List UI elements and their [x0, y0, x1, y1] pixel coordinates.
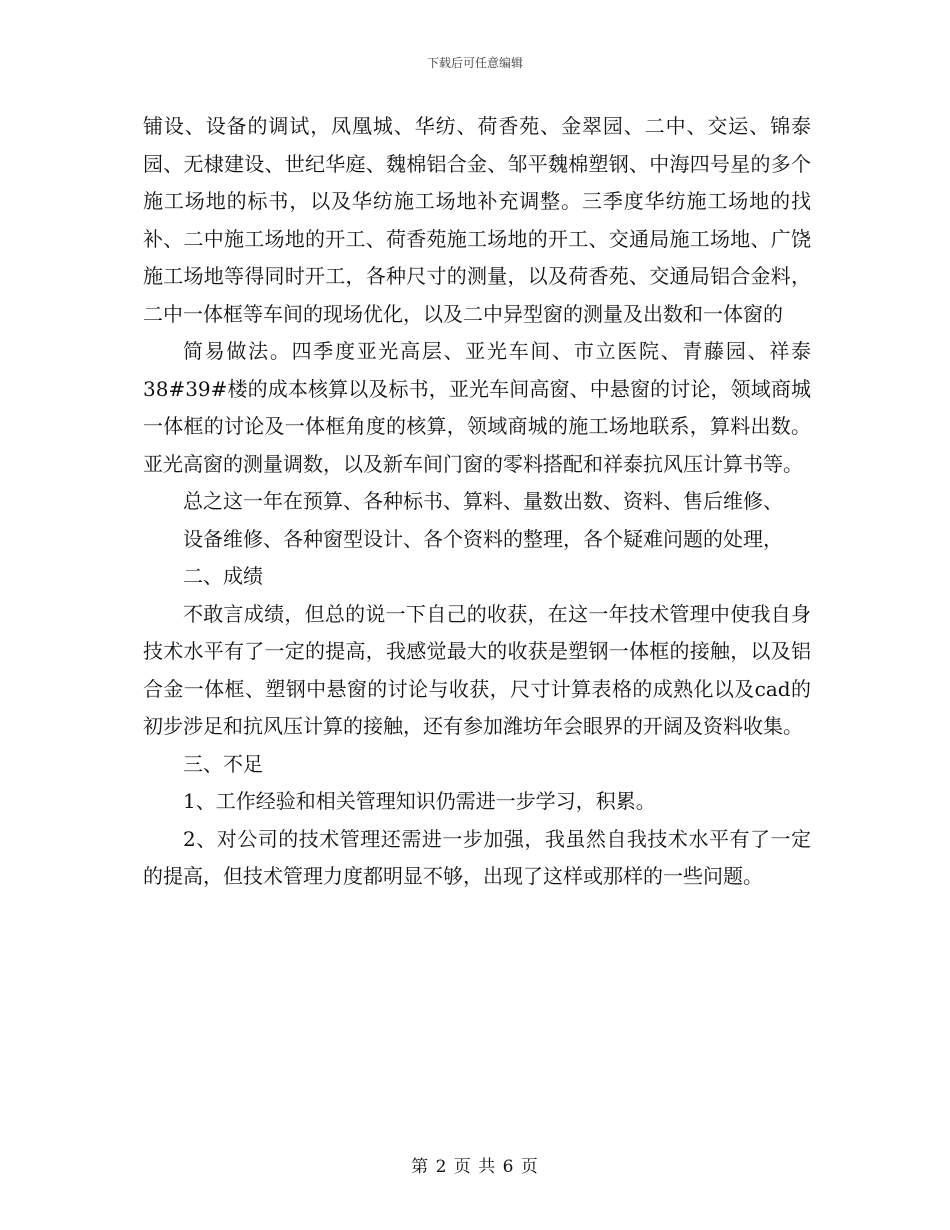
- page-header: 下载后可任意编辑: [426, 56, 523, 70]
- list-item: 1、工作经验和相关管理知识仍需进一步学习，积累。: [183, 789, 656, 813]
- paragraph: 铺设、设备的调试，凤凰城、华纺、荷香苑、金翠园、二中、交运、锦泰园、无棣建设、世纪华庭、魏棉铝合金、邹平魏棉塑钢、中海四号星的多个施工场地的标书，以及华纺施工场地补充调整。三季度华纺施工场地的找补、二中施工场地的开工、荷香苑施工场地的开工、交通局施工场地、广饶施工场地等得同时开工，各种尺寸的测量，以及荷香苑、交通局铝合金料，二中一体框等车间的现场优化，以及二中异型窗的测量及出数和一体窗的: [143, 114, 811, 326]
- section-heading-shortcomings: 三、不足: [183, 751, 263, 776]
- section-heading-achievements: 二、成绩: [183, 564, 263, 588]
- page-number: 第 2 页 共 6 页: [411, 1157, 539, 1177]
- document-body: [143, 108, 811, 896]
- paragraph: 简易做法。四季度亚光高层、亚光车间、市立医院、青藤园、祥泰38#39#楼的成本核算以及标书，亚光车间高窗、中悬窗的讨论，领域商城一体框的讨论及一体框角度的核算，领域商城的施工场地联系，算料出数。亚光高窗的测量调数，以及新车间门窗的零料搭配和祥泰抗风压计算书等。: [143, 339, 811, 476]
- paragraph: 设备维修、各种窗型设计、各个资料的整理，各个疑难问题的处理，: [183, 526, 783, 551]
- paragraph: 总之这一年在预算、各种标书、算料、量数出数、资料、售后维修、: [183, 489, 783, 513]
- paragraph: 不敢言成绩，但总的说一下自己的收获，在这一年技术管理中使我自身技术水平有了一定的提高，我感觉最大的收获是塑钢一体框的接触，以及铝合金一体框、塑钢中悬窗的讨论与收获，尺寸计算表格的成熟化以及cad的初步涉足和抗风压计算的接触，还有参加潍坊年会眼界的开阔及资料收集。: [143, 601, 811, 738]
- list-item: 2、对公司的技术管理还需进一步加强，我虽然自我技术水平有了一定的提高，但技术管理力度都明显不够，出现了这样或那样的一些问题。: [143, 826, 811, 888]
